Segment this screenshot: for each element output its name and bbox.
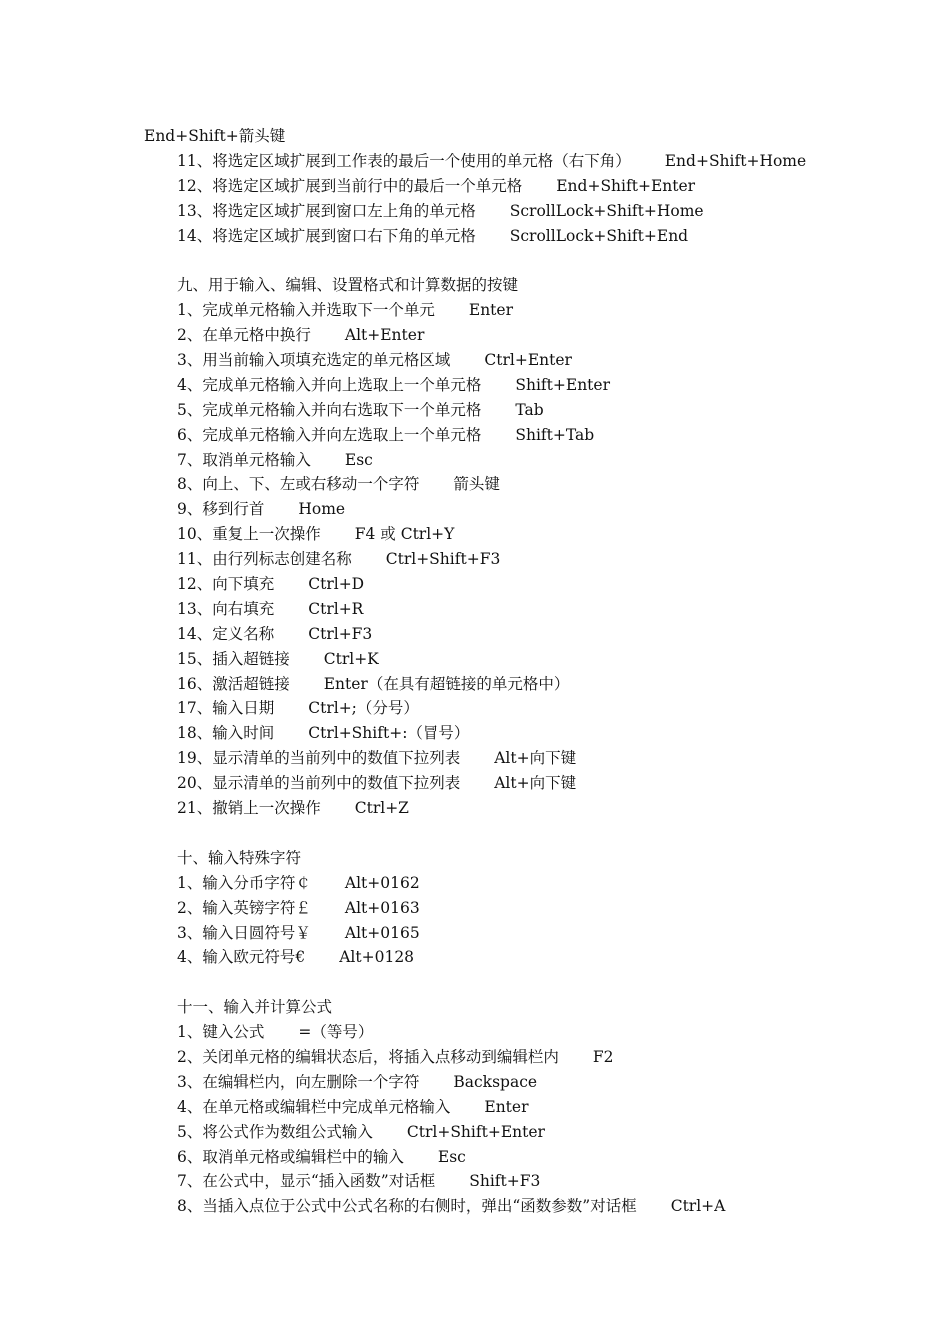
continuation-line: End+Shift+箭头键 (144, 127, 286, 145)
shortcut-desc: 11、将选定区域扩展到工作表的最后一个使用的单元格（右下角） (177, 151, 631, 170)
shortcut-item (0, 1070, 950, 1095)
shortcut-item (0, 721, 950, 746)
shortcut-key: Alt+0165 (344, 923, 420, 942)
shortcut-key: End+Shift+Home (664, 151, 807, 170)
shortcut-item (0, 622, 950, 647)
shortcut-desc: 5、完成单元格输入并向右选取下一个单元格 (177, 400, 482, 419)
section-heading-11: 十一、输入并计算公式 (177, 998, 333, 1017)
shortcut-desc: 14、定义名称 (177, 624, 275, 643)
document-body (0, 124, 950, 1219)
shortcut-item (0, 522, 950, 547)
shortcut-item (0, 398, 950, 423)
shortcut-key: Alt+0163 (344, 898, 420, 917)
shortcut-key: Home (298, 500, 346, 519)
blank-line (0, 248, 950, 273)
shortcut-key: =（等号） (298, 1023, 374, 1042)
shortcut-item (0, 1145, 950, 1170)
shortcut-desc: 4、输入欧元符号€ (177, 948, 306, 967)
shortcut-key: Shift+F3 (469, 1172, 541, 1191)
shortcut-desc: 21、撤销上一次操作 (177, 799, 321, 818)
shortcut-item (0, 1169, 950, 1194)
shortcut-item (0, 199, 950, 224)
shortcut-item (0, 547, 950, 572)
shortcut-desc: 20、显示清单的当前列中的数值下拉列表 (177, 774, 461, 793)
shortcut-item (0, 448, 950, 473)
shortcut-desc: 1、键入公式 (177, 1023, 265, 1042)
shortcut-desc: 6、取消单元格或编辑栏中的输入 (177, 1147, 404, 1166)
shortcut-desc: 5、将公式作为数组公式输入 (177, 1122, 373, 1141)
shortcut-desc: 13、向右填充 (177, 599, 275, 618)
shortcut-key: Esc (437, 1147, 466, 1166)
shortcut-desc: 11、由行列标志创建名称 (177, 550, 352, 569)
shortcut-desc: 13、将选定区域扩展到窗口左上角的单元格 (177, 201, 476, 220)
shortcut-list-block1 (0, 149, 950, 249)
shortcut-list-section11 (0, 1020, 950, 1219)
shortcut-key: Ctrl+R (308, 599, 364, 618)
shortcut-key: Ctrl+;（分号） (308, 699, 419, 718)
shortcut-key: Shift+Enter (515, 375, 610, 394)
blank-line (0, 970, 950, 995)
shortcut-key: Alt+向下键 (494, 749, 577, 768)
shortcut-desc: 17、输入日期 (177, 699, 275, 718)
shortcut-key: 箭头键 (453, 475, 500, 494)
shortcut-desc: 10、重复上一次操作 (177, 525, 321, 544)
shortcut-item (0, 796, 950, 821)
shortcut-desc: 19、显示清单的当前列中的数值下拉列表 (177, 749, 461, 768)
shortcut-key: F2 (592, 1047, 614, 1066)
shortcut-item (0, 1095, 950, 1120)
shortcut-desc: 12、将选定区域扩展到当前行中的最后一个单元格 (177, 176, 523, 195)
shortcut-item (0, 348, 950, 373)
shortcut-desc: 18、输入时间 (177, 724, 275, 743)
shortcut-desc: 8、当插入点位于公式中公式名称的右侧时，弹出“函数参数”对话框 (177, 1197, 637, 1216)
shortcut-item (0, 921, 950, 946)
shortcut-item (0, 497, 950, 522)
shortcut-desc: 3、用当前输入项填充选定的单元格区域 (177, 351, 451, 370)
shortcut-desc: 2、在单元格中换行 (177, 326, 311, 345)
shortcut-key: ScrollLock+Shift+End (509, 226, 689, 245)
shortcut-item (0, 1045, 950, 1070)
shortcut-desc: 14、将选定区域扩展到窗口右下角的单元格 (177, 226, 476, 245)
shortcut-key: Alt+0128 (339, 948, 415, 967)
shortcut-desc: 4、完成单元格输入并向上选取上一个单元格 (177, 375, 482, 394)
shortcut-desc: 15、插入超链接 (177, 649, 290, 668)
shortcut-item (0, 945, 950, 970)
blank-line (0, 821, 950, 846)
shortcut-key: Alt+Enter (344, 326, 425, 345)
shortcut-item (0, 871, 950, 896)
shortcut-key: Ctrl+K (323, 649, 379, 668)
shortcut-item (0, 174, 950, 199)
shortcut-key: Ctrl+Z (354, 799, 409, 818)
shortcut-item (0, 696, 950, 721)
shortcut-key: Ctrl+D (308, 575, 365, 594)
shortcut-key: Ctrl+Enter (484, 351, 572, 370)
shortcut-item (0, 1194, 950, 1219)
shortcut-item (0, 1120, 950, 1145)
shortcut-desc: 4、在单元格或编辑栏中完成单元格输入 (177, 1097, 451, 1116)
shortcut-desc: 2、关闭单元格的编辑状态后，将插入点移动到编辑栏内 (177, 1047, 559, 1066)
shortcut-key: Esc (344, 450, 373, 469)
shortcut-item (0, 572, 950, 597)
shortcut-key: Enter（在具有超链接的单元格中） (323, 674, 570, 693)
shortcut-list-section9 (0, 298, 950, 821)
section-heading-10: 十、输入特殊字符 (177, 848, 302, 867)
shortcut-key: Ctrl+F3 (308, 624, 373, 643)
shortcut-key: Enter (484, 1097, 529, 1116)
shortcut-key: Ctrl+A (670, 1197, 726, 1216)
shortcut-item (0, 672, 950, 697)
shortcut-desc: 9、移到行首 (177, 500, 265, 519)
shortcut-desc: 1、输入分币字符￠ (177, 873, 311, 892)
shortcut-list-section10 (0, 871, 950, 971)
shortcut-key: Enter (468, 301, 513, 320)
shortcut-key: F4 或 Ctrl+Y (354, 525, 455, 544)
shortcut-desc: 3、输入日圆符号￥ (177, 923, 311, 942)
section-heading-9: 九、用于输入、编辑、设置格式和计算数据的按键 (177, 276, 519, 295)
shortcut-key: Ctrl+Shift+F3 (385, 550, 501, 569)
shortcut-item (0, 423, 950, 448)
shortcut-item (0, 373, 950, 398)
shortcut-item (0, 647, 950, 672)
shortcut-item (0, 771, 950, 796)
shortcut-item (0, 1020, 950, 1045)
shortcut-key: Shift+Tab (515, 425, 595, 444)
shortcut-key: Ctrl+Shift+:（冒号） (308, 724, 470, 743)
shortcut-desc: 7、取消单元格输入 (177, 450, 311, 469)
shortcut-desc: 8、向上、下、左或右移动一个字符 (177, 475, 420, 494)
shortcut-desc: 6、完成单元格输入并向左选取上一个单元格 (177, 425, 482, 444)
shortcut-item (0, 149, 950, 174)
shortcut-key: Ctrl+Shift+Enter (406, 1122, 545, 1141)
shortcut-item (0, 597, 950, 622)
shortcut-desc: 7、在公式中，显示“插入函数”对话框 (177, 1172, 436, 1191)
shortcut-item (0, 224, 950, 249)
shortcut-key: End+Shift+Enter (556, 176, 696, 195)
shortcut-item (0, 323, 950, 348)
shortcut-key: Tab (515, 400, 544, 419)
shortcut-item (0, 746, 950, 771)
shortcut-desc: 1、完成单元格输入并选取下一个单元 (177, 301, 435, 320)
shortcut-desc: 3、在编辑栏内，向左删除一个字符 (177, 1072, 420, 1091)
shortcut-desc: 16、激活超链接 (177, 674, 290, 693)
shortcut-desc: 12、向下填充 (177, 575, 275, 594)
shortcut-item (0, 298, 950, 323)
shortcut-item (0, 472, 950, 497)
shortcut-item (0, 896, 950, 921)
shortcut-desc: 2、输入英镑字符￡ (177, 898, 311, 917)
shortcut-key: Alt+0162 (344, 873, 420, 892)
shortcut-key: Backspace (453, 1072, 538, 1091)
shortcut-key: ScrollLock+Shift+Home (509, 201, 704, 220)
shortcut-key: Alt+向下键 (494, 774, 577, 793)
